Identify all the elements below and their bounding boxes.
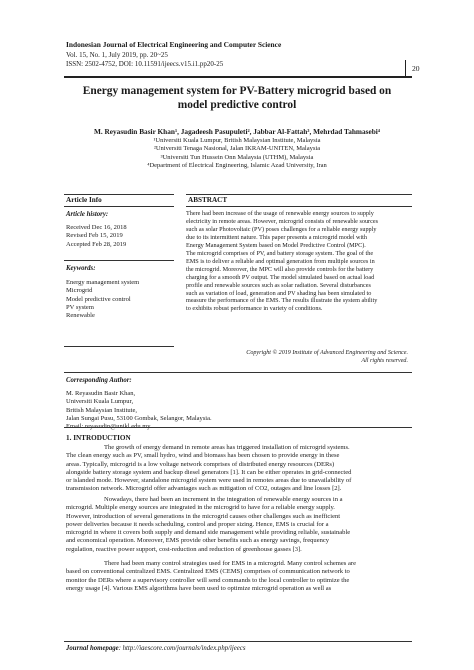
homepage-link[interactable]: : http://iaescore.com/journals/index.php/ijeecs [118, 645, 246, 652]
abstract-line: such as variation of load, generation and PV shading has been simulated to [186, 289, 372, 297]
body-line: The growth of energy demand in remote areas has triggered installation of microgrid systems. [104, 444, 350, 451]
body-line: areas. Typically, microgrid is a low voltage network comprises of distributed energy resources (DERs) [66, 460, 335, 468]
corresponding-bottom-rule [64, 427, 412, 428]
abstract-line: such as solar Photovoltaic (PV) poses challenges for a reliable energy supply [186, 225, 377, 233]
abstract-line: Energy Management System based on Model Predictive Control (MPC). [186, 241, 366, 249]
title-line: Energy management system for PV-Battery microgrid based on [82, 85, 392, 97]
body-line: energy usage [4]. Various EMS algorithms have been used to optimize microgrid operation as well as [66, 584, 332, 592]
journal-name: Indonesian Journal of Electrical Engineering and Computer Science [66, 40, 282, 49]
history-item: Accepted Feb 28, 2019 [66, 240, 127, 248]
keywords-list [66, 279, 139, 320]
affiliations [64, 137, 410, 171]
corresponding-line: Universiti Kuala Lumpur, [66, 398, 134, 406]
history-label: Article history: [66, 211, 109, 218]
journal-meta [66, 51, 223, 70]
corresponding-top-rule [64, 372, 412, 373]
corresponding-details [66, 390, 212, 431]
body-line: microgrid in where it covers both supply and demand side management while providing reliable, sustainable [66, 529, 351, 537]
corresponding-line: Jalan Sungai Pusu, 53100 Gombak, Selangor, Malaysia. [66, 414, 212, 422]
body-line: transmission network. Microgrid offer advantages such as mitigation of CO2, outages and line losses [2]. [66, 485, 342, 493]
body-line: or islanded mode. However, standalone microgrid system were used in remotes areas due to unavailability of [66, 477, 352, 485]
keyword: Model predictive control [66, 295, 131, 303]
keyword: Renewable [66, 312, 95, 320]
keyword: Energy management system [66, 279, 140, 286]
article-info-bottom-rule [64, 206, 174, 207]
abstract-body [186, 210, 408, 313]
affiliation: ²Universiti Tenaga Nasional, Jalan IKRAM-UNITEN, Malaysia [153, 145, 321, 153]
abstract-line: charging for a smooth PV output. The model simulated based on actual load [186, 273, 375, 281]
abstract-line: EMS is to deliver a reliable and optimal generation from multiple sources in [186, 257, 375, 265]
body-line: alongside battery storage system and backup diesel generators [1]. It can be either operates in grid-connected [66, 468, 352, 476]
corresponding-line: British Malaysian Institute, [66, 406, 137, 414]
abstract-line: due to its intermittent nature. This paper presents a microgrid model with [186, 233, 367, 241]
corresponding-line: M. Reyasudin Basir Khan, [66, 390, 136, 397]
homepage-label: Journal homepage [66, 645, 119, 652]
abstract-line: the microgrid. Moreover, the MPC will also provide controls for the battery [186, 265, 374, 273]
author-list: M. Reyasudin Basir Khan¹, Jagadeesh Pasupuleti², Jabbar Al-Fattah³, Mehrdad Tahmasebi⁴ [93, 127, 380, 136]
abstract-line: measure the performance of the EMS. The results illustrate the system ability [186, 297, 378, 305]
journal-issn-doi: ISSN: 2502-4752, DOI: 10.11591/ijeecs.v15.i1.pp20-25 [66, 60, 224, 69]
history-list [66, 224, 127, 249]
abstract-line: profile and renewable sources such as solar radiation. Several disturbances [186, 281, 371, 289]
header-divider [405, 60, 406, 76]
keywords-bottom-rule [64, 346, 174, 347]
affiliation: ³Universiti Tun Hussein Onn Malaysia (UTHM), Malaysia [160, 153, 314, 161]
body-line: There had been many control strategies used for EMS in a microgrid. Many control schemes are [104, 560, 356, 567]
journal-homepage [66, 645, 245, 652]
paragraph [66, 444, 414, 494]
title-line: model predictive control [177, 99, 297, 111]
body-line: power deliveries because it needs scheduling, control and proper sizing. Hence, EMS is crucial for a [66, 520, 329, 528]
article-info-top-rule [64, 194, 174, 195]
body-line: regulation, reactive power support, cost-reduction and reduction of greenhouse gasses [3]. [66, 545, 302, 553]
copyright-line: All rights reserved. [361, 357, 408, 364]
copyright-notice [186, 350, 408, 366]
keywords-label: Keywords: [66, 265, 96, 272]
page-number: 20 [412, 64, 420, 73]
footer-rule [64, 641, 412, 642]
affiliation: ¹Universiti Kuala Lumpur, British Malaysian Institute, Malaysia [153, 137, 321, 144]
history-item: Received Dec 16, 2018 [66, 224, 127, 231]
body-line: monitor the DERs where a supervisory controller will send commands to the local controller to optimize the [66, 576, 350, 584]
abstract-top-rule [186, 194, 412, 195]
body-line: and economical operation. Moreover, EMS provide other benefits such as energy savings, frequency [66, 537, 330, 545]
body-line: The clean energy such as PV, small hydro, wind and biomass has been chosen to provide energy in these [66, 452, 340, 460]
body-line: However, introduction of several generations in the microgrid causes other challenges such as inefficient [66, 512, 341, 520]
keyword: Microgrid [66, 287, 93, 295]
copyright-line: Copyright © 2019 Institute of Advanced Engineering and Science. [246, 350, 408, 356]
paper-title [64, 84, 410, 112]
body-line: microgrid. Multiple energy sources are integrated in the microgrid to have for a reliable energy supply. [66, 504, 335, 512]
section-heading: 1. INTRODUCTION [66, 434, 131, 442]
corresponding-label: Corresponding Author: [66, 377, 132, 384]
paragraph [66, 496, 414, 554]
article-info-heading: Article Info [66, 196, 102, 204]
affiliation: ⁴Department of Electrical Engineering, Islamic Azad University, Iran [147, 162, 327, 170]
history-rule [64, 260, 174, 261]
abstract-bottom-rule [186, 206, 412, 207]
abstract-line: to exhibits robust performance in variety of conditions. [186, 305, 323, 313]
abstract-heading: ABSTRACT [188, 196, 228, 204]
body-line: Nowadays, there had been an increment in the integration of renewable energy sources in a [104, 496, 343, 503]
abstract-line: The microgrid comprises of PV, and battery storage system. The goal of the [186, 249, 374, 257]
paragraph [66, 560, 414, 593]
body-line: based on conventional centralized EMS. Centralized EMS (CEMS) comprises of communication network to [66, 568, 350, 576]
abstract-line: There had been increase of the usage of renewable energy sources to supply [186, 210, 374, 217]
keyword: PV system [66, 303, 94, 311]
abstract-line: electricity in remote areas. However, microgrid consists of renewable sources [186, 217, 379, 225]
header-rule [64, 76, 412, 78]
history-item: Revised Feb 15, 2019 [66, 232, 123, 240]
journal-volume: Vol. 15, No. 1, July 2019, pp. 20~25 [66, 51, 168, 59]
